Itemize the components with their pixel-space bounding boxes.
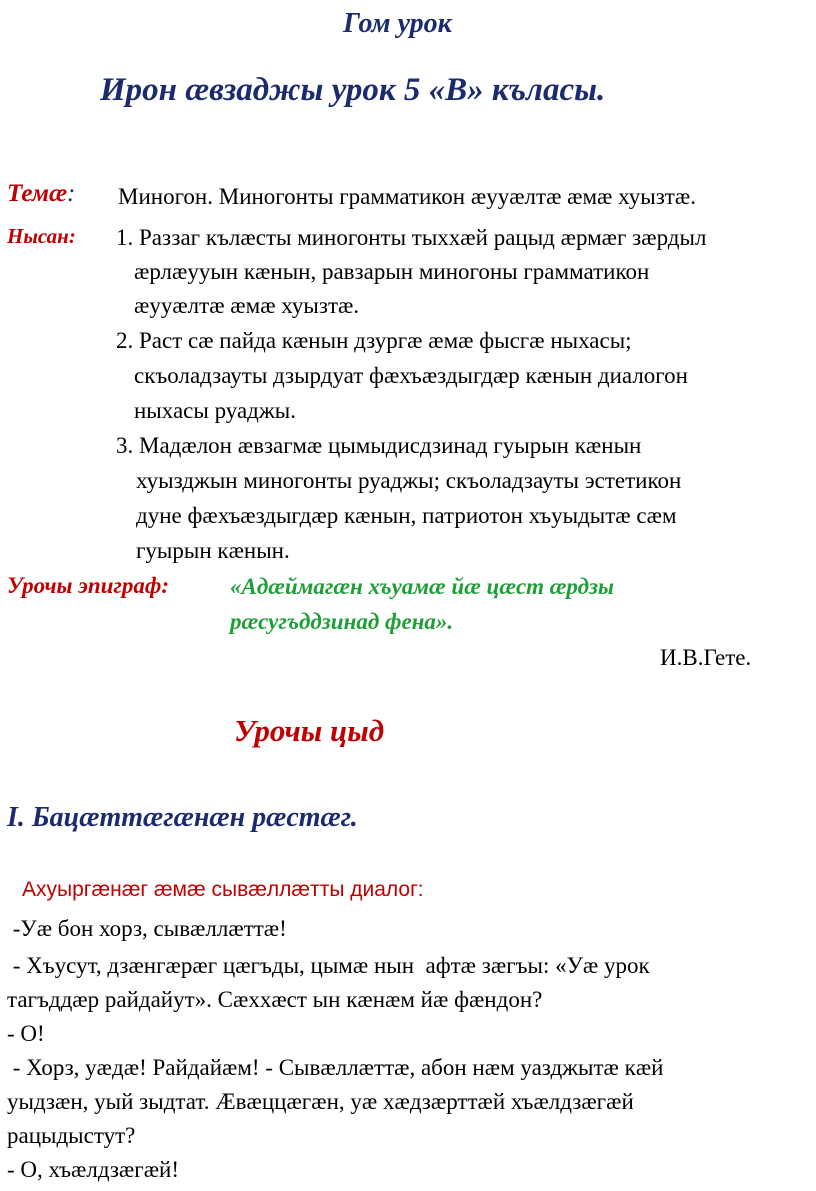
section-1-heading: I. Бацæттæгæнæн рæстæг. xyxy=(7,802,358,833)
goals-line-5: скъоладзауты дзырдуат фæхъæздыгдæр кæнын диалогон xyxy=(134,363,688,388)
theme-text: Миногон. Миногонты грамматикон æууæлтæ æмæ хуызтæ. xyxy=(118,184,696,209)
goals-line-9: дуне фæхъæздыгдæр кæнын, патриотон хъуыдытæ сæм xyxy=(136,503,677,528)
epigraph-line-1: «Адæймагæн хъуамæ йæ цæст æрдзы xyxy=(230,574,614,599)
dialog-line-8: - О, хъæлдзæгæй! xyxy=(7,1157,180,1182)
goals-label: Нысан: xyxy=(7,224,76,248)
epigraph-line-2: рæсугъддзинад фена». xyxy=(230,609,454,634)
goals-line-8: хуызджын миногонты руаджы; скъоладзауты эстетикон xyxy=(136,468,682,493)
epigraph-author: И.В.Гете. xyxy=(660,645,752,670)
dialog-line-4: - О! xyxy=(7,1021,45,1046)
dialog-line-5: - Хорз, уæдæ! Райдайæм! - Сывæллæттæ, абон нæм уазджытæ кæй xyxy=(7,1055,664,1080)
goals-line-10: гуырын кæнын. xyxy=(136,538,290,563)
goals-line-3: æууæлтæ æмæ хуызтæ. xyxy=(134,293,360,318)
goals-line-7: 3. Мадæлон æвзагмæ цымыдисдзинад гуырын кæнын xyxy=(116,433,642,458)
theme-label-colon: : xyxy=(67,180,76,207)
page-title: Ирон æвзаджы урок 5 «В» къласы. xyxy=(100,72,606,108)
page-subtitle: Гом урок xyxy=(343,8,452,39)
dialog-line-1: -Уæ бон хорз, сывæллæттæ! xyxy=(7,916,287,941)
goals-line-4: 2. Раст сæ пайда кæнын дзургæ æмæ фысгæ ныхасы; xyxy=(116,328,632,353)
dialog-line-2: - Хъусут, дзæнгæрæг цæгъды, цымæ нын афтæ зæгъы: «Уæ урок xyxy=(7,953,650,978)
epigraph-label: Урочы эпиграф: xyxy=(7,573,170,598)
dialog-line-3: тагъддæр райдайут». Сæххæст ын кæнæм йæ фæндон? xyxy=(7,987,543,1012)
dialog-title: Ахуыргæнæг æмæ сывæллæтты диалог: xyxy=(22,878,424,901)
lesson-heading: Урочы цыд xyxy=(234,713,385,748)
goals-line-2: æрлæууын кæнын, равзарын миногоны грамматикон xyxy=(134,259,650,284)
theme-label xyxy=(7,180,75,208)
dialog-line-7: рацыдыстут? xyxy=(7,1123,136,1148)
dialog-line-6: уыдзæн, уый зыдтат. Æвæццæгæн, уæ хæдзæрттæй хъæлдзæгæй xyxy=(7,1089,634,1114)
goals-line-6: ныхасы руаджы. xyxy=(134,398,296,423)
theme-label-text: Темæ xyxy=(7,180,68,207)
goals-line-1: 1. Раззаг кълæсты миногонты тыххæй рацыд æрмæг зæрдыл xyxy=(116,225,707,250)
